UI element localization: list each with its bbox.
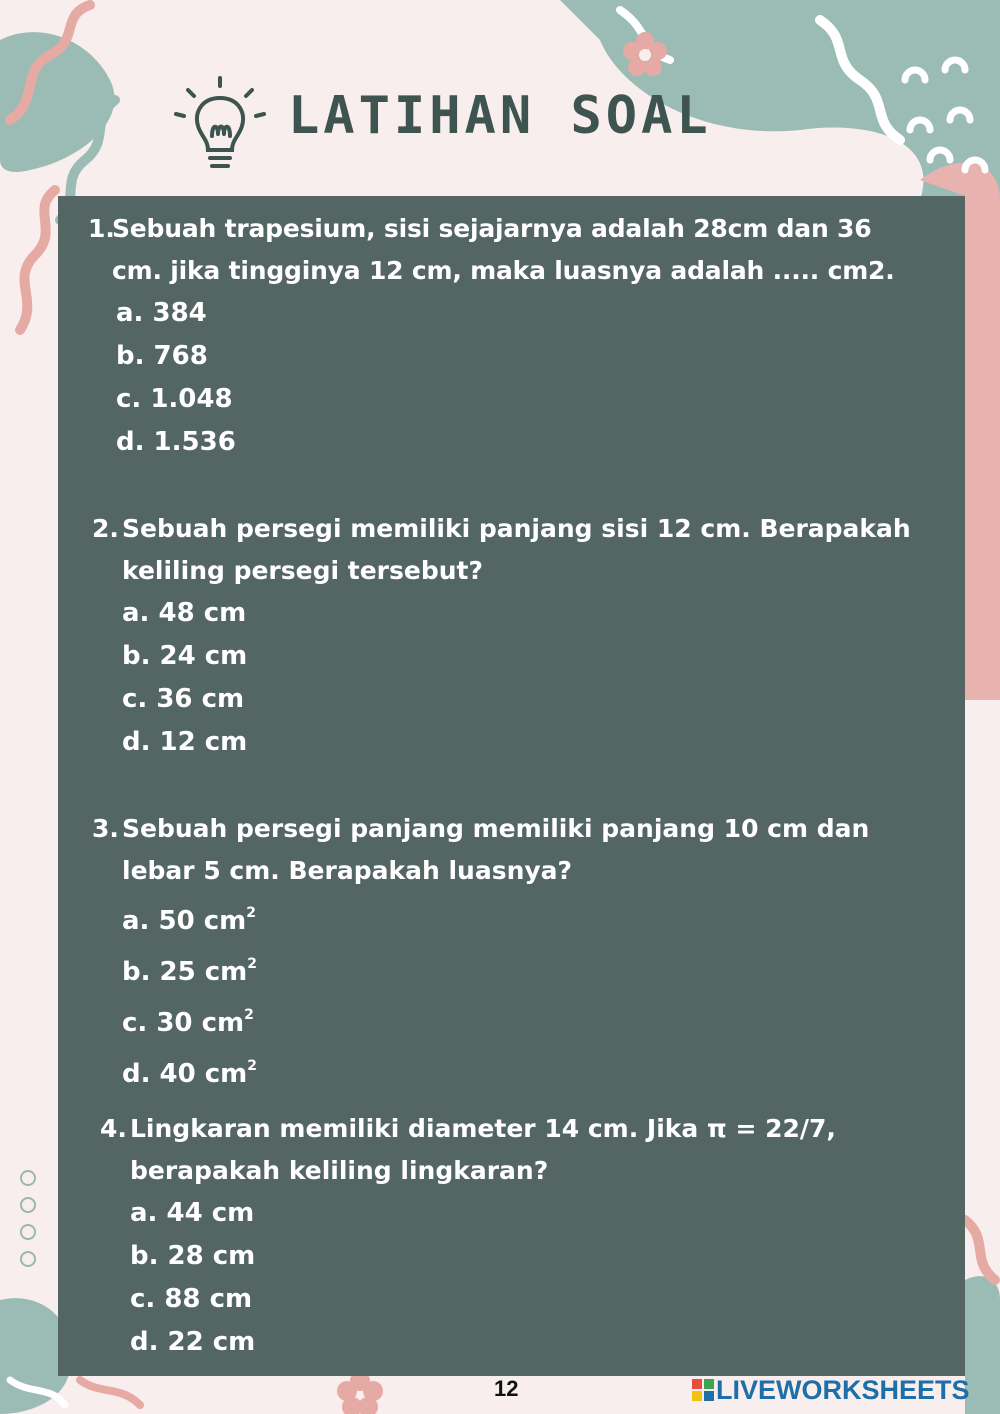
brand-name: LIVEWORKSHEETS [716, 1374, 970, 1405]
option-c[interactable]: c. 36 cm [122, 684, 245, 714]
option-b[interactable]: b. 24 cm [122, 641, 248, 671]
option-d[interactable]: d. 40 $cm^2$ [122, 1058, 258, 1089]
question-text [92, 508, 932, 592]
question-number: 3. [92, 814, 119, 843]
liveworksheets-logo-icon [692, 1379, 714, 1401]
circle-icon [20, 1197, 36, 1213]
question-1 [88, 208, 928, 464]
lightbulb-icon [170, 70, 270, 180]
pink-squiggle-bottom-left [80, 1380, 140, 1405]
options-list [116, 292, 928, 464]
header [170, 70, 770, 180]
page-title: LATIHAN SOAL [288, 86, 712, 146]
option-a[interactable]: a. 44 cm [130, 1198, 255, 1228]
option-b[interactable]: b. 768 [116, 341, 208, 371]
circle-icon [20, 1224, 36, 1240]
options-list [130, 1192, 930, 1364]
question-number: 1. [88, 214, 115, 243]
question-text [88, 208, 928, 292]
option-d[interactable]: d. 1.536 [116, 427, 236, 457]
option-c[interactable]: c. 30 $cm^2$ [122, 1007, 254, 1038]
question-body: Sebuah persegi memiliki panjang sisi 12 cm. Berapakah keliling persegi tersebut? [122, 514, 911, 585]
options-list [122, 592, 932, 764]
question-body: Lingkaran memiliki diameter 14 cm. Jika π = 22/7, berapakah keliling lingkaran? [130, 1114, 836, 1185]
pink-squiggle-bottom-right [965, 1220, 995, 1280]
option-c[interactable]: c. 88 cm [130, 1284, 253, 1314]
options-list [122, 892, 942, 1096]
pink-squiggle-left-2 [20, 190, 55, 330]
circle-icon [20, 1251, 36, 1267]
teal-blob-bottom-right [965, 1276, 1000, 1414]
flower-icon-bottom [337, 1371, 383, 1414]
question-2 [92, 508, 932, 764]
option-a[interactable]: a. 384 [116, 298, 207, 328]
question-3 [92, 808, 942, 1096]
option-d[interactable]: d. 22 cm [130, 1327, 256, 1357]
question-body: Sebuah persegi panjang memiliki panjang 10 cm dan lebar 5 cm. Berapakah luasnya? [122, 814, 870, 885]
question-body: Sebuah trapesium, sisi sejajarnya adalah 28cm dan 36 cm. jika tingginya 12 cm, maka luasnya adalah ..... cm2. [112, 214, 895, 285]
question-number: 2. [92, 514, 119, 543]
question-text [92, 808, 942, 892]
brand-logo[interactable] [692, 1374, 970, 1406]
question-number: 4. [100, 1114, 127, 1143]
option-a[interactable]: a. 48 cm [122, 598, 247, 628]
decorative-dots [20, 1170, 36, 1278]
question-4 [100, 1108, 930, 1364]
option-a[interactable]: a. 50 $cm^2$ [122, 905, 256, 936]
circle-icon [20, 1170, 36, 1186]
option-d[interactable]: d. 12 cm [122, 727, 248, 757]
option-b[interactable]: b. 25 $cm^2$ [122, 956, 258, 987]
question-text [100, 1108, 930, 1192]
option-b[interactable]: b. 28 cm [130, 1241, 256, 1271]
page-number: 12 [494, 1376, 519, 1401]
option-c[interactable]: c. 1.048 [116, 384, 233, 414]
